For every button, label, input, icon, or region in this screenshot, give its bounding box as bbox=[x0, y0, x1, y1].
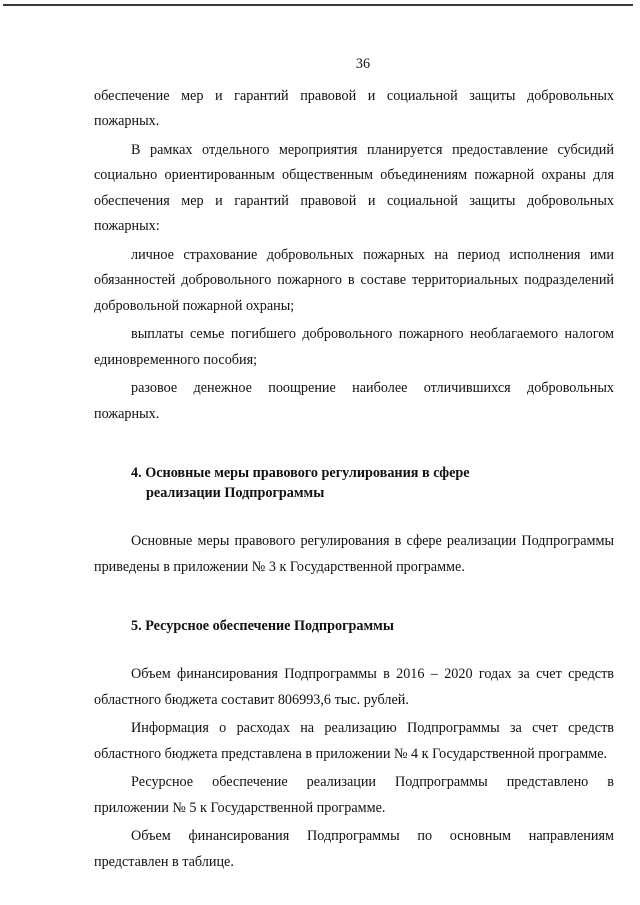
list-item-insurance: личное страхование добровольных пожарных на период исполнения ими обязанностей добровольного пожарного в составе территориальных подразделений добровольной пожарной охраны; bbox=[94, 246, 614, 314]
section-4-heading-line1: 4. Основные меры правового регулирования в сфере bbox=[131, 465, 470, 481]
section-5-paragraph-table-ref: Объем финансирования Подпрограммы по основным направлениям представлен в таблице. bbox=[94, 828, 614, 870]
section-5-paragraph-expenses: Информация о расходах на реализацию Подпрограммы за счет средств областного бюджета представлена в приложении № 4 к Государственной программе. bbox=[94, 720, 614, 762]
top-border-line bbox=[3, 4, 633, 6]
document-page bbox=[94, 52, 614, 875]
list-item-payments: выплаты семье погибшего добровольного пожарного необлагаемого налогом единовременного пособия; bbox=[94, 326, 614, 368]
section-5-paragraph-funding: Объем финансирования Подпрограммы в 2016 – 2020 годах за счет средств областного бюджета составит 806993,6 тыс. рублей. bbox=[94, 666, 614, 708]
page-number: 36 bbox=[355, 56, 371, 72]
paragraph-continuation: обеспечение мер и гарантий правовой и социальной защиты добровольных пожарных. bbox=[94, 87, 614, 129]
section-4-paragraph: Основные меры правового регулирования в сфере реализации Подпрограммы приведены в приложении № 3 к Государственной программе. bbox=[94, 533, 614, 575]
list-item-reward: разовое денежное поощрение наиболее отличившихся добровольных пожарных. bbox=[94, 380, 614, 422]
section-5-heading: 5. Ресурсное обеспечение Подпрограммы bbox=[131, 618, 394, 634]
section-4-heading bbox=[131, 463, 614, 503]
section-4-heading-line2: реализации Подпрограммы bbox=[146, 485, 325, 501]
section-5-paragraph-resources: Ресурсное обеспечение реализации Подпрограммы представлено в приложении № 5 к Государственной программе. bbox=[94, 774, 614, 816]
paragraph-subsidies: В рамках отдельного мероприятия планируется предоставление субсидий социально ориентированным общественным объединениям пожарной охраны для обеспечения мер и гарантий правовой и социальной защиты добровольных пожарных: bbox=[94, 141, 614, 234]
